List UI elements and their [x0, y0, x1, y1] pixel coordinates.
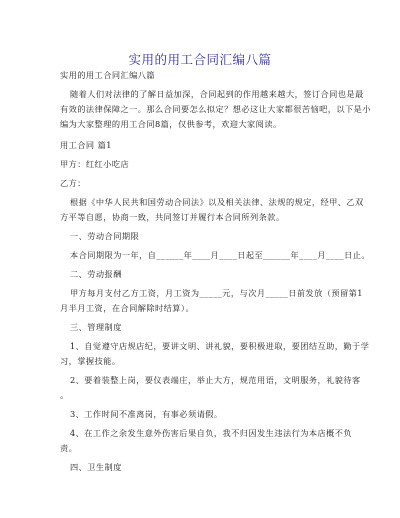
- section-heading: 用工合同 篇1: [60, 140, 112, 150]
- clause-heading: 二、劳动报酬: [70, 269, 122, 279]
- paragraph-line: 根据《中华人民共和国劳动合同法》以及相关法律、法规的规定，经甲、乙双: [70, 197, 364, 207]
- paragraph-line: 方平等自愿，协商一致，共同签订并履行本合同所列条款。: [60, 212, 285, 222]
- paragraph-line: 月半月工资，在合同解除时结算）。: [60, 303, 195, 313]
- clause-heading: 三、管理制度: [70, 322, 122, 332]
- paragraph-line: 有效的法律保障之一。那么合同要怎么拟定？想必这让大家都很苦恼吧，以下是小: [60, 104, 371, 114]
- paragraph-line: 2、要着装整上岗，要仪表端庄，举止大方，规范用语，文明服务，礼貌待客: [70, 375, 361, 385]
- paragraph-line: 编为大家整理的用工合同8篇，仅供参考，欢迎大家阅读。: [60, 119, 282, 129]
- party-a-line: 甲方：红红小吃店: [60, 159, 130, 169]
- document-title: 实用的用工合同汇编八篇: [128, 52, 272, 67]
- clause-heading: 一、劳动合同期限: [70, 231, 140, 241]
- paragraph-line: 3、工作时间不准离岗，有事必须请假。: [70, 409, 223, 419]
- paragraph-line: 。: [60, 390, 69, 400]
- paragraph-line: 1、自觉遵守店规店纪，要讲文明、讲礼貌，要积极进取，要团结互助，勤于学: [70, 341, 370, 351]
- clause-heading: 四、卫生制度: [70, 462, 122, 472]
- subtitle-line: 实用的用工合同汇编八篇: [60, 70, 156, 80]
- paragraph-line: 习，掌握技能。: [60, 356, 121, 366]
- party-b-line: 乙方：: [60, 178, 86, 188]
- paragraph-line: 责。: [60, 443, 78, 453]
- paragraph-line: 甲方每月支付乙方工资，月工资为_____元，与次月_____日前发放（预留第1: [70, 288, 363, 298]
- paragraph-line: 本合同期限为一年，自______年____月____日起至______年____月____日止。: [70, 250, 370, 260]
- paragraph-line: 随着人们对法律的了解日益加深，合同起到的作用越来越大，签订合同也是最: [70, 89, 364, 99]
- paragraph-line: 4、在工作之余发生意外伤害后果自负，我不归因发生违法行为本店概不负: [70, 428, 353, 438]
